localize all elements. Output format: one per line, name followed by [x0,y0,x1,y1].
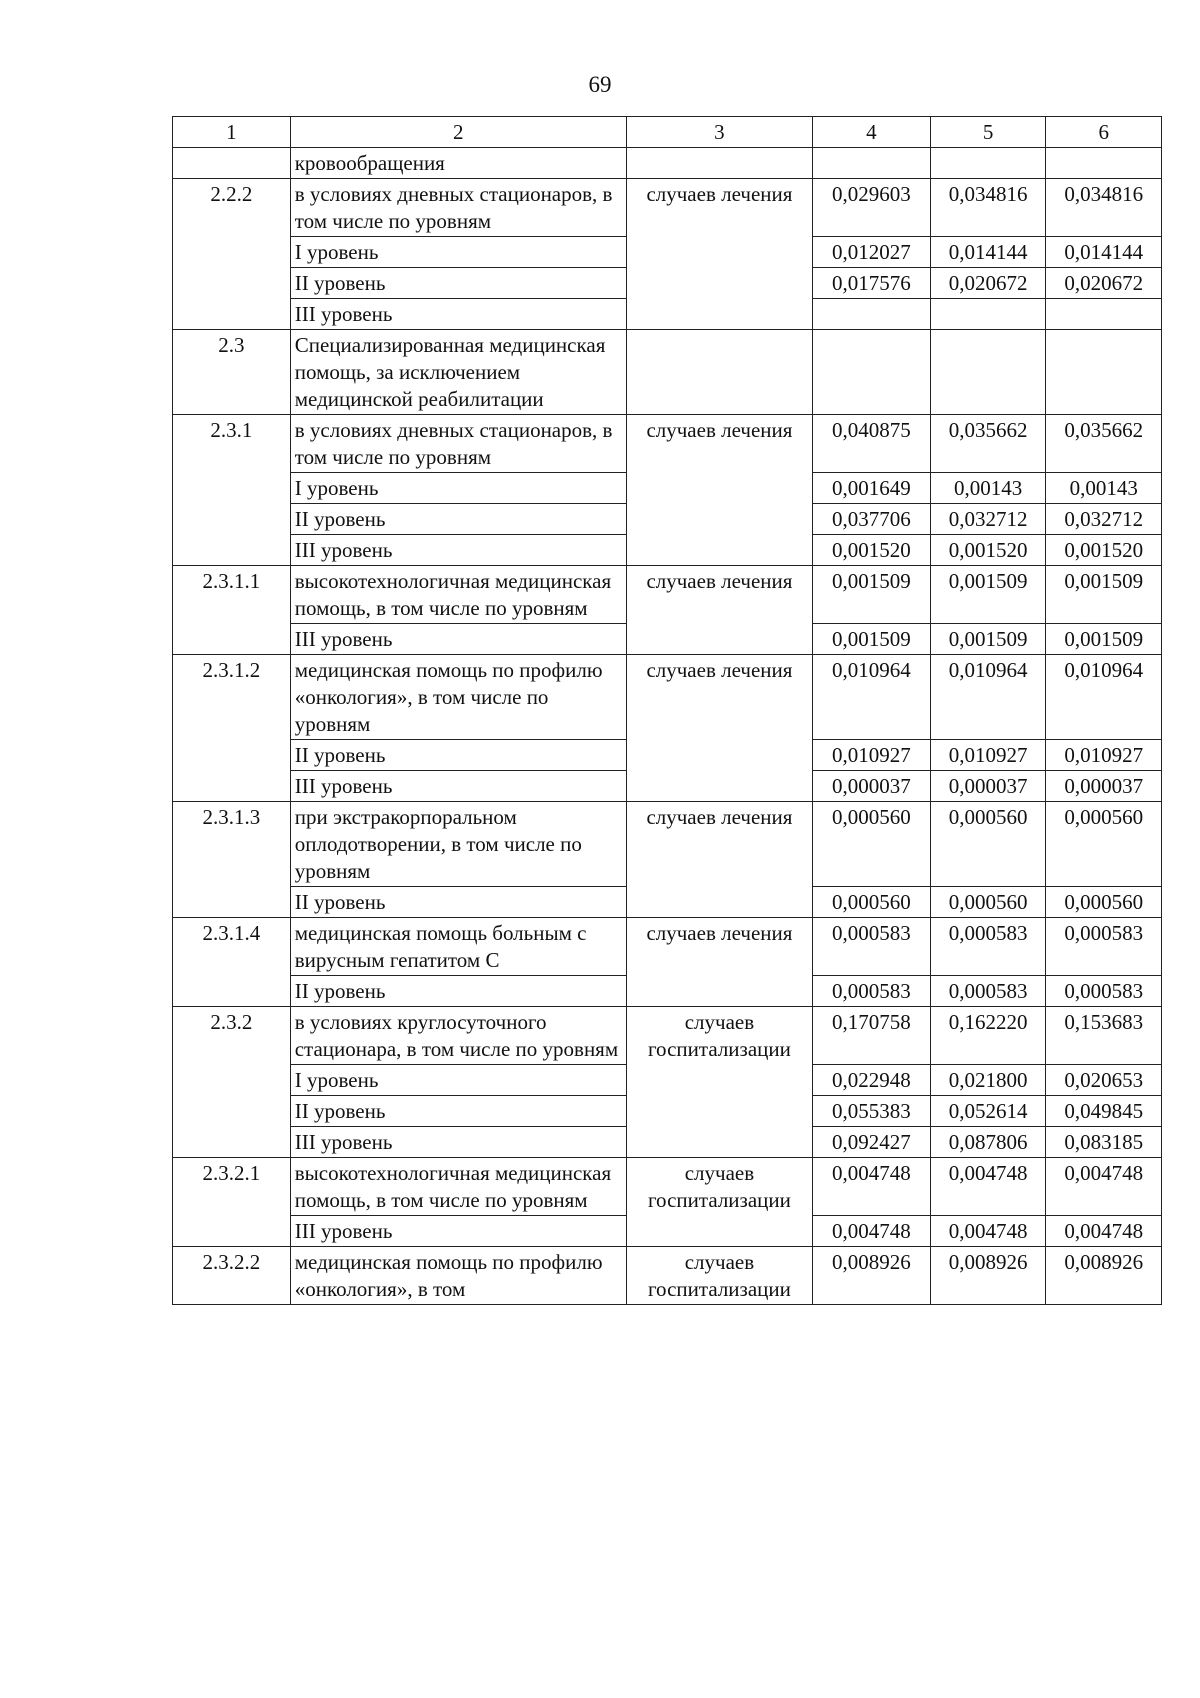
value-cell [813,330,931,415]
value-cell: 0,001520 [930,535,1046,566]
value-cell: 0,000037 [930,771,1046,802]
value-cell: 0,008926 [813,1247,931,1305]
row-name: III уровень [290,1216,626,1247]
row-name: I уровень [290,473,626,504]
value-cell: 0,010964 [930,655,1046,740]
value-cell: 0,008926 [930,1247,1046,1305]
row-name: III уровень [290,624,626,655]
row-name: III уровень [290,771,626,802]
value-cell [930,299,1046,330]
row-code: 2.3.2.1 [173,1158,291,1247]
value-cell: 0,022948 [813,1065,931,1096]
value-cell [1046,148,1162,179]
value-cell: 0,000583 [813,918,931,976]
header-cell: 1 [173,117,291,148]
table-row [173,148,1162,179]
table-row [173,330,1162,415]
value-cell: 0,000583 [1046,918,1162,976]
value-cell: 0,001509 [930,566,1046,624]
value-cell [930,148,1046,179]
row-name: Специализированная медицинская помощь, за исключением медицинской реабилитации [290,330,626,415]
row-name: медицинская помощь по профилю «онкология», в том [290,1247,626,1305]
row-code: 2.3.1.4 [173,918,291,1007]
value-cell: 0,001509 [1046,566,1162,624]
row-unit: случаев госпитализации [626,1158,812,1247]
row-unit: случаев госпитализации [626,1007,812,1158]
row-name: II уровень [290,976,626,1007]
row-name: медицинская помощь больным с вирусным гепатитом С [290,918,626,976]
header-cell: 2 [290,117,626,148]
value-cell: 0,000037 [813,771,931,802]
row-unit: случаев лечения [626,179,812,330]
value-cell [813,299,931,330]
value-cell: 0,004748 [930,1158,1046,1216]
row-code: 2.3.1.2 [173,655,291,802]
value-cell: 0,012027 [813,237,931,268]
value-cell: 0,001509 [813,624,931,655]
value-cell: 0,010964 [813,655,931,740]
value-cell: 0,021800 [930,1065,1046,1096]
row-unit: случаев лечения [626,415,812,566]
table-row [173,655,1162,740]
table-row [173,802,1162,887]
row-unit [626,330,812,415]
value-cell: 0,040875 [813,415,931,473]
value-cell: 0,000560 [1046,887,1162,918]
row-name: высокотехнологичная медицинская помощь, в том числе по уровням [290,566,626,624]
header-cell: 5 [930,117,1046,148]
value-cell: 0,020653 [1046,1065,1162,1096]
header-cell: 4 [813,117,931,148]
value-cell: 0,001509 [930,624,1046,655]
row-unit: случаев лечения [626,918,812,1007]
indicator-table [172,116,1162,1305]
table-row [173,1247,1162,1305]
value-cell: 0,083185 [1046,1127,1162,1158]
header-row [173,117,1162,148]
value-cell: 0,029603 [813,179,931,237]
table-row [173,918,1162,976]
value-cell: 0,020672 [930,268,1046,299]
page-number: 69 [588,72,612,97]
row-unit: случаев госпитализации [626,1247,812,1305]
value-cell [813,148,931,179]
value-cell: 0,00143 [930,473,1046,504]
value-cell [930,330,1046,415]
value-cell: 0,087806 [930,1127,1046,1158]
value-cell: 0,000560 [930,887,1046,918]
value-cell: 0,000583 [930,918,1046,976]
row-name: при экстракорпоральном оплодотворении, в том числе по уровням [290,802,626,887]
value-cell: 0,010927 [1046,740,1162,771]
row-unit [626,148,812,179]
value-cell: 0,162220 [930,1007,1046,1065]
value-cell: 0,170758 [813,1007,931,1065]
row-name: II уровень [290,887,626,918]
value-cell: 0,032712 [1046,504,1162,535]
value-cell: 0,001649 [813,473,931,504]
row-code: 2.3.1 [173,415,291,566]
value-cell: 0,001520 [813,535,931,566]
value-cell: 0,032712 [930,504,1046,535]
value-cell: 0,001509 [1046,624,1162,655]
row-code: 2.3.2 [173,1007,291,1158]
row-code [173,148,291,179]
value-cell: 0,00143 [1046,473,1162,504]
value-cell: 0,055383 [813,1096,931,1127]
value-cell: 0,004748 [1046,1216,1162,1247]
row-unit: случаев лечения [626,655,812,802]
row-name: II уровень [290,504,626,535]
row-code: 2.2.2 [173,179,291,330]
value-cell: 0,017576 [813,268,931,299]
row-name: III уровень [290,535,626,566]
value-cell: 0,020672 [1046,268,1162,299]
table-row [173,179,1162,237]
value-cell: 0,000583 [930,976,1046,1007]
value-cell: 0,004748 [930,1216,1046,1247]
header-cell: 6 [1046,117,1162,148]
value-cell: 0,004748 [813,1216,931,1247]
value-cell: 0,000560 [813,887,931,918]
value-cell: 0,004748 [1046,1158,1162,1216]
value-cell: 0,004748 [813,1158,931,1216]
value-cell: 0,153683 [1046,1007,1162,1065]
value-cell: 0,010927 [930,740,1046,771]
value-cell: 0,014144 [930,237,1046,268]
table-row [173,1007,1162,1065]
row-name: в условиях дневных стационаров, в том числе по уровням [290,415,626,473]
row-name: III уровень [290,299,626,330]
value-cell: 0,034816 [930,179,1046,237]
table-row [173,415,1162,473]
value-cell: 0,001520 [1046,535,1162,566]
value-cell: 0,037706 [813,504,931,535]
value-cell: 0,000583 [813,976,931,1007]
value-cell: 0,001509 [813,566,931,624]
value-cell: 0,014144 [1046,237,1162,268]
row-name: медицинская помощь по профилю «онкология», в том числе по уровням [290,655,626,740]
value-cell [1046,299,1162,330]
value-cell: 0,000560 [930,802,1046,887]
value-cell: 0,010927 [813,740,931,771]
row-code: 2.3 [173,330,291,415]
row-name: I уровень [290,237,626,268]
row-name: I уровень [290,1065,626,1096]
table-row [173,1158,1162,1216]
row-name: III уровень [290,1127,626,1158]
row-name: II уровень [290,740,626,771]
value-cell: 0,035662 [930,415,1046,473]
value-cell: 0,052614 [930,1096,1046,1127]
value-cell [1046,330,1162,415]
row-name: высокотехнологичная медицинская помощь, в том числе по уровням [290,1158,626,1216]
row-unit: случаев лечения [626,802,812,918]
value-cell: 0,000583 [1046,976,1162,1007]
row-code: 2.3.2.2 [173,1247,291,1305]
value-cell: 0,000037 [1046,771,1162,802]
table-body [173,117,1162,1305]
value-cell: 0,008926 [1046,1247,1162,1305]
value-cell: 0,000560 [813,802,931,887]
row-unit: случаев лечения [626,566,812,655]
row-code: 2.3.1.3 [173,802,291,918]
row-name: в условиях круглосуточного стационара, в том числе по уровням [290,1007,626,1065]
header-cell: 3 [626,117,812,148]
value-cell: 0,049845 [1046,1096,1162,1127]
value-cell: 0,035662 [1046,415,1162,473]
row-name: II уровень [290,1096,626,1127]
table-row [173,566,1162,624]
value-cell: 0,010964 [1046,655,1162,740]
value-cell: 0,000560 [1046,802,1162,887]
row-name: II уровень [290,268,626,299]
value-cell: 0,034816 [1046,179,1162,237]
row-name: кровообращения [290,148,626,179]
row-name: в условиях дневных стационаров, в том числе по уровням [290,179,626,237]
row-code: 2.3.1.1 [173,566,291,655]
value-cell: 0,092427 [813,1127,931,1158]
